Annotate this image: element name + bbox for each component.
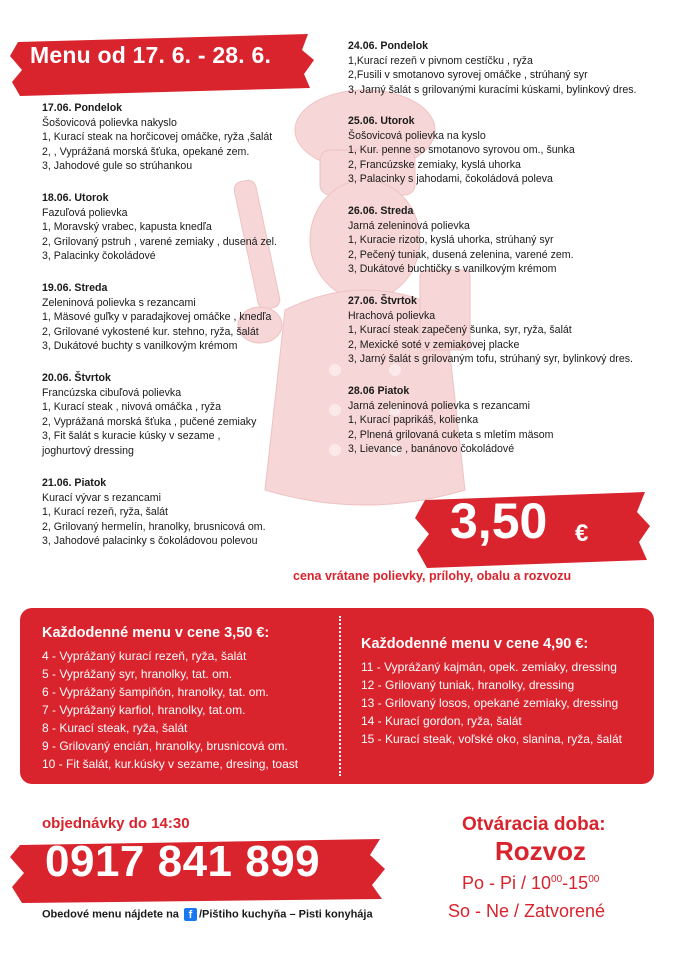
day-block: [42, 281, 271, 354]
daily-menu-item: 10 - Fit šalát, kur.kúsky v sezame, dresing, toast: [42, 757, 299, 771]
day-block: [42, 101, 272, 174]
day-block: [42, 476, 266, 549]
hours-weekdays-text: Po - Pi / 10: [462, 873, 552, 893]
menu-line: 3, Dukátové buchtičky s vanilkovým krémom: [348, 263, 557, 276]
day-heading: 27.06. Štvrtok: [348, 295, 417, 307]
menu-line: Šošovicová polievka nakyslo: [42, 116, 177, 129]
facebook-icon: f: [184, 908, 197, 921]
day-heading: 26.06. Streda: [348, 205, 414, 217]
menu-line: 2, , Vyprážaná morská šťuka, opekané zem.: [42, 145, 250, 158]
daily-menu-item: 14 - Kurací gordon, ryža, šalát: [361, 714, 522, 728]
day-heading: 21.06. Piatok: [42, 477, 107, 489]
day-block: [348, 114, 575, 187]
menu-line: 1, Kur. penne so smotanovo syrovou om., šunka: [348, 144, 575, 157]
day-block: [348, 384, 554, 457]
daily-menu-item: 13 - Grilovaný losos, opekané zemiaky, dressing: [361, 696, 619, 710]
day-block: [348, 39, 636, 97]
order-deadline: objednávky do 14:30: [42, 815, 190, 832]
daily-menu-item: 4 - Vyprážaný kurací rezeň, ryža, šalát: [42, 649, 247, 663]
opening-hours-subtitle: Rozvoz: [495, 836, 586, 866]
day-heading: 20.06. Štvrtok: [42, 372, 111, 384]
menu-line: 1, Moravský vrabec, kapusta knedľa: [42, 221, 212, 234]
facebook-line: [42, 908, 373, 921]
day-heading: 19.06. Streda: [42, 282, 108, 294]
daily-menu-item: 6 - Vyprážaný šampiňón, hranolky, tat. om.: [42, 685, 269, 699]
menu-line: Jarná zeleninová polievka: [348, 219, 470, 232]
daily-menu-title: Každodenné menu v cene 4,90 €:: [361, 636, 589, 652]
day-heading: 17.06. Pondelok: [42, 102, 123, 114]
hours-weekend: So - Ne / Zatvorené: [448, 901, 606, 921]
menu-line: 1, Kurací steak , nivová omáčka , ryža: [42, 401, 221, 414]
daily-menu-item: 7 - Vyprážaný karfiol, hranolky, tat.om.: [42, 703, 246, 717]
day-heading: 28.06 Piatok: [348, 385, 410, 397]
phone-number[interactable]: 0917 841 899: [45, 837, 321, 886]
facebook-page-name[interactable]: /Pištiho kuchyňa – Pisti konyhája: [198, 908, 373, 921]
daily-menu-item: 5 - Vyprážaný syr, hranolky, tat. om.: [42, 667, 233, 681]
menu-line: Francúzska cibuľová polievka: [42, 386, 182, 399]
menu-line: 2,Fusili v smotanovo syrovej omáčke , strúhaný syr: [348, 69, 588, 82]
price-currency: €: [575, 520, 589, 547]
menu-line: 2, Grilované vykostené kur. stehno, ryža, šalát: [42, 325, 259, 338]
menu-line: Šošovicová polievka na kyslo: [348, 129, 486, 142]
hours-sup: 00: [588, 874, 600, 885]
day-block: [42, 371, 256, 459]
day-heading: 24.06. Pondelok: [348, 40, 429, 52]
menu-line: 2, Plnená grilovaná cuketa s mletím mäsom: [348, 428, 554, 441]
menu-line: 1, Mäsové guľky v paradajkovej omáčke , knedľa: [42, 311, 272, 324]
menu-title: Menu od 17. 6. - 28. 6.: [30, 42, 272, 68]
daily-menu-item: 9 - Grilovaný encián, hranolky, brusnicová om.: [42, 739, 288, 753]
menu-line: 2, Mexické soté v zemiakovej placke: [348, 338, 520, 351]
menu-line: 2, Pečený tuniak, dusená zelenina, varené zem.: [348, 248, 574, 261]
hours-sup: 00: [551, 874, 563, 885]
menu-line: 1, Kurací paprikáš, kolienka: [348, 414, 479, 427]
menu-line: 2, Vyprážaná morská šťuka , pučené zemiaky: [42, 415, 257, 428]
menu-line: 2, Grilovaný pstruh , varené zemiaky , dusená zel.: [42, 235, 277, 248]
menu-line: 3, Palacinky čokoládové: [42, 250, 156, 263]
day-block: [42, 191, 277, 264]
menu-line: 3, Jarný šalát s grilovanými kuracími kúskami, bylinkový dres.: [348, 83, 637, 96]
hours-weekdays-end: -15: [562, 873, 589, 893]
menu-line: Kurací vývar s rezancami: [42, 491, 161, 504]
day-heading: 18.06. Utorok: [42, 192, 109, 204]
menu-line: Zeleninová polievka s rezancami: [42, 296, 196, 309]
menu-line: Fazuľová polievka: [42, 206, 128, 219]
menu-line: 1, Kurací steak na horčicovej omáčke, ryža ,šalát: [42, 131, 273, 144]
menu-line: 3, Lievance , banánovo čokoládové: [348, 443, 515, 456]
daily-menu-divider: [339, 616, 341, 776]
day-heading: 25.06. Utorok: [348, 115, 415, 127]
menu-line: Jarná zeleninová polievka s rezancami: [348, 399, 530, 412]
daily-menu-item: 8 - Kurací steak, ryža, šalát: [42, 721, 188, 735]
menu-line: 2, Francúzske zemiaky, kyslá uhorka: [348, 158, 521, 171]
menu-line: 1,Kurací rezeň v pivnom cestíčku , ryža: [348, 54, 533, 67]
day-block: [348, 294, 633, 367]
menu-line: 3, Palacinky s jahodami, čokoládová poleva: [348, 173, 553, 186]
menu-line: 3, Dukátové buchty s vanilkovým krémom: [42, 340, 238, 353]
menu-line: 3, Jahodové palacinky s čokoládovou polevou: [42, 535, 258, 548]
menu-line: 3, Jahodové gule so strúhankou: [42, 160, 193, 173]
menu-line: 1, Kurací steak zapečený šunka, syr, ryža, šalát: [348, 324, 572, 337]
daily-menu-item: 15 - Kurací steak, voľské oko, slanina, ryža, šalát: [361, 732, 622, 746]
daily-menu-left: [42, 625, 298, 773]
price-value: 3,50: [450, 493, 548, 549]
menu-line: 1, Kuracie rizoto, kyslá uhorka, strúhaný syr: [348, 234, 554, 247]
opening-hours-title: Otváracia doba:: [462, 814, 606, 835]
menu-line: 3, Jarný šalát s grilovaným tofu, strúhaný syr, bylinkový dres.: [348, 353, 633, 366]
day-block: [348, 204, 574, 277]
menu-line: 1, Kurací rezeň, ryža, šalát: [42, 506, 169, 519]
menu-line: Hrachová polievka: [348, 309, 436, 322]
hours-weekdays: [462, 873, 599, 894]
price-note: cena vrátane polievky, prílohy, obalu a rozvozu: [293, 569, 572, 583]
menu-line: 3, Fit šalát s kuracie kúsky v sezame ,: [42, 430, 221, 443]
menu-line: joghurtový dressing: [42, 444, 134, 457]
menu-line: 2, Grilovaný hermelín, hranolky, brusnicová om.: [42, 520, 266, 533]
daily-menu-right: [361, 636, 622, 748]
daily-menu-title: Každodenné menu v cene 3,50 €:: [42, 625, 270, 641]
daily-menu-item: 11 - Vyprážaný kajmán, opek. zemiaky, dressing: [361, 660, 617, 674]
facebook-prefix: Obedové menu nájdete na: [42, 908, 179, 921]
daily-menu-item: 12 - Grilovaný tuniak, hranolky, dressing: [361, 678, 575, 692]
